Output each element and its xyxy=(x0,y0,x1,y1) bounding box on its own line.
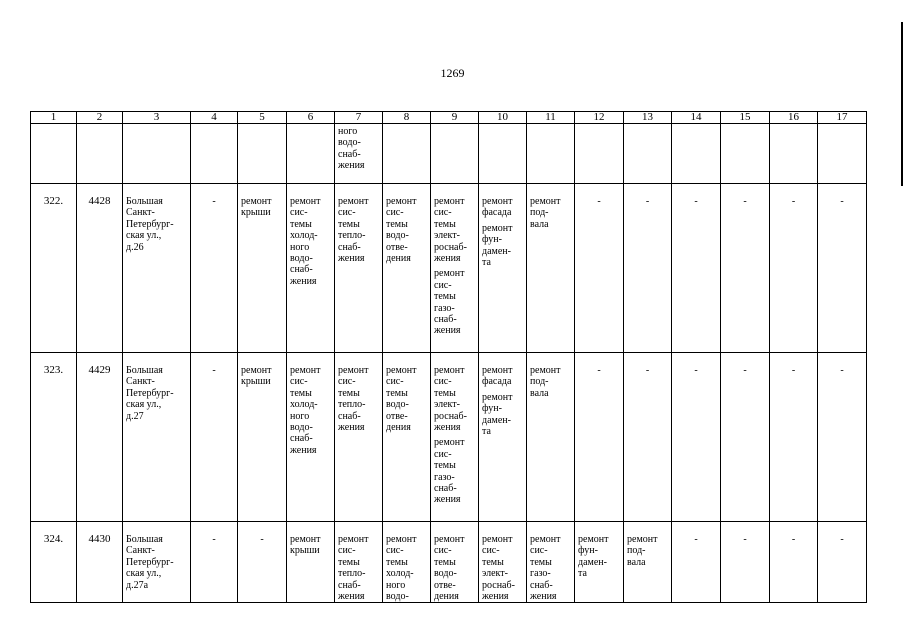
table-cell xyxy=(575,124,624,184)
table-cell: ремонт сис- темы газо- снаб- жения xyxy=(527,522,575,603)
table-cell: ремонт сис- темы элект- роснаб- жения xyxy=(479,522,527,603)
table-cell: - xyxy=(191,353,238,522)
table-row xyxy=(31,522,867,603)
table-cell: ремонт крыши xyxy=(238,353,287,522)
row-number: 324. xyxy=(31,522,77,603)
table-cell xyxy=(238,124,287,184)
table-cell: - xyxy=(770,184,818,353)
table-cell: - xyxy=(624,353,672,522)
header-cell: 6 xyxy=(287,112,335,124)
table-cell: ремонт сис- темы холод- ного водо- снаб- жения xyxy=(287,353,335,522)
header-cell: 11 xyxy=(527,112,575,124)
table-cell: - xyxy=(818,184,867,353)
table-cell: ремонт сис- темы тепло- снаб- жения xyxy=(335,184,383,353)
table-cell xyxy=(123,124,191,184)
work-item: ремонт фасада xyxy=(482,365,513,388)
address: Большая Санкт- Петербург- ская ул., д.27а xyxy=(123,522,191,603)
header-cell: 3 xyxy=(123,112,191,124)
table-cell xyxy=(77,124,123,184)
address: Большая Санкт- Петербург- ская ул., д.26 xyxy=(123,184,191,353)
table-cell: - xyxy=(672,522,721,603)
table-cell xyxy=(287,124,335,184)
table-cell: ремонт фун- дамен- та xyxy=(575,522,624,603)
table-cell xyxy=(479,353,527,522)
header-cell: 4 xyxy=(191,112,238,124)
work-item: ремонт сис- темы элект- роснаб- жения xyxy=(434,365,467,434)
margin-rule xyxy=(901,22,903,186)
work-item: ремонт сис- темы газо- снаб- жения xyxy=(434,437,465,506)
table-cell: ного водо- снаб- жения xyxy=(335,124,383,184)
table-cell: ремонт сис- темы водо- отве- дения xyxy=(431,522,479,603)
table-cell: ремонт сис- темы водо- отве- дения xyxy=(383,353,431,522)
table-row xyxy=(31,353,867,522)
table-cell: - xyxy=(191,184,238,353)
building-code: 4428 xyxy=(77,184,123,353)
table-cell: - xyxy=(624,184,672,353)
table-cell: - xyxy=(770,353,818,522)
header-cell: 17 xyxy=(818,112,867,124)
table-cell: - xyxy=(721,353,770,522)
header-cell: 14 xyxy=(672,112,721,124)
row-number: 322. xyxy=(31,184,77,353)
table-cell xyxy=(31,124,77,184)
row-number: 323. xyxy=(31,353,77,522)
header-cell: 12 xyxy=(575,112,624,124)
work-item: ремонт фун- дамен- та xyxy=(482,391,513,438)
header-cell: 2 xyxy=(77,112,123,124)
table-cell xyxy=(383,124,431,184)
work-item: ремонт сис- темы элект- роснаб- жения xyxy=(434,196,467,265)
header-cell: 5 xyxy=(238,112,287,124)
table-cell: ремонт сис- темы тепло- снаб- жения xyxy=(335,522,383,603)
table-cell: - xyxy=(721,184,770,353)
table-cell: - xyxy=(818,522,867,603)
table-cell: - xyxy=(672,353,721,522)
header-cell: 10 xyxy=(479,112,527,124)
table-cell: ремонт сис- темы холод- ного водо- xyxy=(383,522,431,603)
continuation-row xyxy=(31,124,867,184)
table-cell xyxy=(818,124,867,184)
header-cell: 16 xyxy=(770,112,818,124)
table-cell: - xyxy=(191,522,238,603)
table-cell xyxy=(431,184,479,353)
address: Большая Санкт- Петербург- ская ул., д.27 xyxy=(123,353,191,522)
table-cell: - xyxy=(721,522,770,603)
column-number-header xyxy=(31,112,867,124)
header-cell: 7 xyxy=(335,112,383,124)
header-cell: 1 xyxy=(31,112,77,124)
table-cell: - xyxy=(672,184,721,353)
table-cell: ремонт под- вала xyxy=(527,184,575,353)
table-cell: ремонт под- вала xyxy=(624,522,672,603)
building-code: 4429 xyxy=(77,353,123,522)
work-item: ремонт фасада xyxy=(482,196,513,219)
table-cell xyxy=(672,124,721,184)
table-cell: ремонт сис- темы водо- отве- дения xyxy=(383,184,431,353)
table-cell xyxy=(527,124,575,184)
table-cell xyxy=(431,124,479,184)
page-number: 1269 xyxy=(440,66,465,80)
table-cell: ремонт крыши xyxy=(287,522,335,603)
building-code: 4430 xyxy=(77,522,123,603)
header-cell: 9 xyxy=(431,112,479,124)
table-cell xyxy=(624,124,672,184)
table-cell xyxy=(770,124,818,184)
table-cell xyxy=(721,124,770,184)
work-item: ремонт фун- дамен- та xyxy=(482,222,513,269)
table-row xyxy=(31,184,867,353)
table-cell: - xyxy=(575,353,624,522)
table-cell: - xyxy=(770,522,818,603)
table-cell: - xyxy=(575,184,624,353)
table-cell xyxy=(431,353,479,522)
header-cell: 8 xyxy=(383,112,431,124)
table-cell xyxy=(479,184,527,353)
work-item: ремонт сис- темы газо- снаб- жения xyxy=(434,268,465,337)
table-cell: ремонт под- вала xyxy=(527,353,575,522)
table-cell: ремонт крыши xyxy=(238,184,287,353)
repair-schedule-table xyxy=(30,111,867,603)
table-cell xyxy=(191,124,238,184)
table-cell: ремонт сис- темы тепло- снаб- жения xyxy=(335,353,383,522)
table-cell: ремонт сис- темы холод- ного водо- снаб- жения xyxy=(287,184,335,353)
header-cell: 13 xyxy=(624,112,672,124)
table-cell xyxy=(479,124,527,184)
table-cell: - xyxy=(818,353,867,522)
header-cell: 15 xyxy=(721,112,770,124)
table-cell: - xyxy=(238,522,287,603)
